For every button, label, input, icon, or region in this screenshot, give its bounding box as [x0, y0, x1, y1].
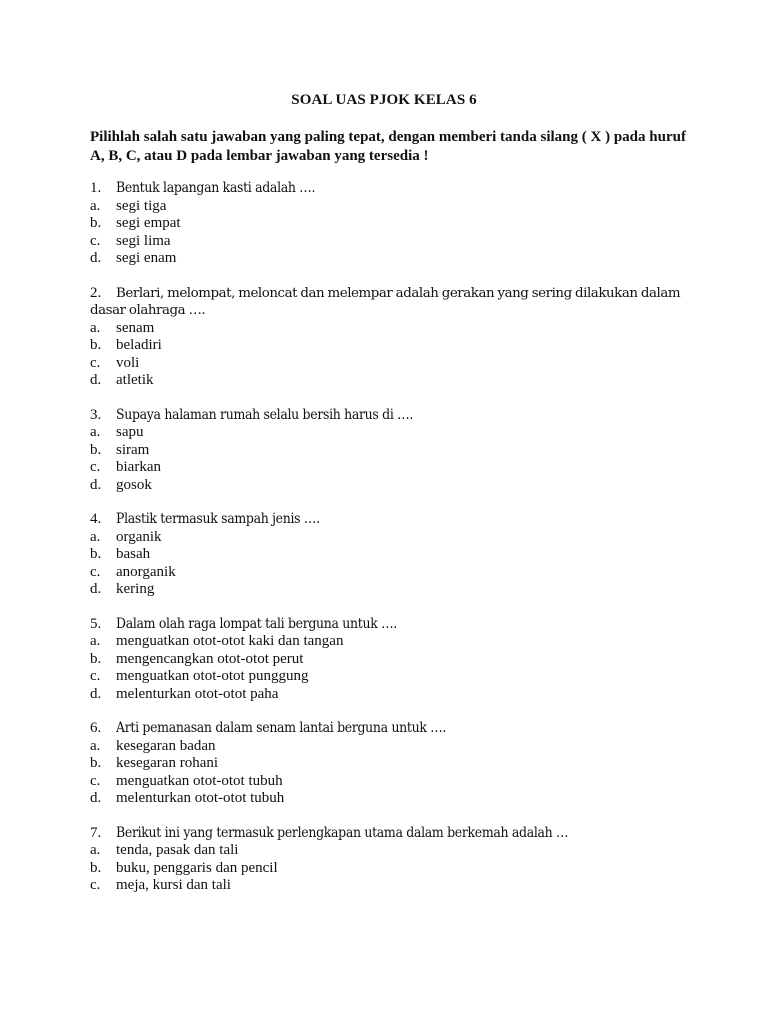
option-letter: a. — [90, 842, 101, 858]
option-d — [90, 686, 705, 704]
option-letter: d. — [90, 685, 102, 702]
question-4 — [90, 511, 705, 599]
question-text: Supaya halaman rumah selalu bersih harus di …. — [116, 406, 414, 423]
option-letter: d. — [90, 250, 102, 266]
option-letter: a. — [90, 737, 101, 754]
option-a — [90, 198, 705, 216]
option-letter: b. — [90, 859, 102, 876]
option-letter: d. — [90, 581, 102, 597]
option-letter: c. — [90, 459, 101, 475]
question-text: Arti pemanasan dalam senam lantai berguna untuk …. — [116, 720, 447, 736]
option-letter: c. — [90, 563, 101, 580]
option-text: segi empat — [116, 215, 181, 231]
question-number: 1. — [90, 180, 102, 196]
option-b — [90, 755, 705, 773]
question-number: 5. — [90, 615, 102, 632]
option-letter: c. — [90, 232, 101, 249]
option-b — [90, 651, 705, 669]
option-text: tenda, pasak dan tali — [116, 842, 239, 858]
option-d — [90, 581, 705, 599]
option-a — [90, 738, 705, 756]
option-text: basah — [116, 546, 151, 562]
option-text: kering — [116, 581, 155, 597]
option-d — [90, 790, 705, 808]
option-c — [90, 773, 705, 791]
option-letter: a. — [90, 424, 101, 440]
option-text: menguatkan otot-otot punggung — [116, 668, 309, 684]
option-letter: b. — [90, 650, 102, 667]
question-text: Bentuk lapangan kasti adalah …. — [116, 180, 316, 196]
option-c — [90, 459, 705, 477]
option-letter: c. — [90, 772, 101, 789]
question-number: 3. — [90, 406, 102, 423]
option-b — [90, 546, 705, 564]
option-a — [90, 424, 705, 442]
option-letter: a. — [90, 319, 101, 336]
question-1 — [90, 180, 705, 268]
option-text: sapu — [116, 424, 144, 440]
question-number: 4. — [90, 511, 102, 527]
option-text: voli — [116, 354, 140, 371]
option-letter: c. — [90, 354, 101, 371]
option-a — [90, 529, 705, 547]
question-text: Berlari, melompat, meloncat dan melempar adalah gerakan yang sering dilakukan dalam dasar olahraga …. — [90, 285, 681, 318]
option-text: meja, kursi dan tali — [116, 877, 231, 893]
option-b — [90, 337, 705, 355]
option-d — [90, 477, 705, 495]
option-d — [90, 250, 705, 268]
option-text: menguatkan otot-otot tubuh — [116, 772, 283, 789]
option-text: kesegaran badan — [116, 737, 216, 754]
option-letter: a. — [90, 197, 101, 214]
question-list — [90, 180, 705, 912]
option-text: gosok — [116, 476, 152, 493]
option-letter: b. — [90, 755, 102, 771]
option-c — [90, 564, 705, 582]
option-text: segi lima — [116, 232, 171, 249]
question-text: Berikut ini yang termasuk perlengkapan utama dalam berkemah adalah … — [116, 824, 569, 841]
option-text: atletik — [116, 372, 154, 388]
option-letter: d. — [90, 372, 102, 388]
option-text: organik — [116, 528, 162, 545]
option-letter: d. — [90, 476, 102, 493]
option-c — [90, 355, 705, 373]
option-text: siram — [116, 441, 150, 458]
option-letter: a. — [90, 633, 101, 649]
option-b — [90, 442, 705, 460]
option-c — [90, 233, 705, 251]
question-text: Dalam olah raga lompat tali berguna untuk …. — [116, 615, 397, 632]
question-3 — [90, 407, 705, 495]
option-a — [90, 320, 705, 338]
option-letter: d. — [90, 790, 102, 806]
instruction-text: Pilihlah salah satu jawaban yang paling tepat, dengan memberi tanda silang ( X ) pada huruf A, B, C, atau D pada lembar jawaban yang tersedia ! — [90, 129, 686, 164]
option-letter: c. — [90, 877, 101, 893]
option-c — [90, 877, 705, 895]
option-text: anorganik — [116, 563, 176, 580]
option-text: kesegaran rohani — [116, 755, 219, 771]
option-text: senam — [116, 319, 155, 336]
question-number: 7. — [90, 824, 102, 841]
option-letter: c. — [90, 668, 101, 684]
option-b — [90, 860, 705, 878]
option-a — [90, 633, 705, 651]
option-text: menguatkan otot-otot kaki dan tangan — [116, 633, 344, 649]
page-title: SOAL UAS PJOK KELAS 6 — [291, 92, 477, 108]
question-2 — [90, 285, 705, 390]
option-letter: b. — [90, 215, 102, 231]
option-text: melenturkan otot-otot tubuh — [116, 790, 285, 806]
question-5 — [90, 616, 705, 704]
option-text: beladiri — [116, 337, 162, 353]
question-7 — [90, 825, 705, 895]
option-a — [90, 842, 705, 860]
option-text: buku, penggaris dan pencil — [116, 859, 278, 876]
option-text: segi enam — [116, 250, 177, 266]
option-letter: a. — [90, 528, 101, 545]
option-letter: b. — [90, 546, 102, 562]
option-c — [90, 668, 705, 686]
option-text: mengencangkan otot-otot perut — [116, 650, 304, 667]
question-line — [90, 285, 705, 320]
option-letter: b. — [90, 441, 102, 458]
option-d — [90, 372, 705, 390]
option-text: biarkan — [116, 459, 161, 475]
option-b — [90, 215, 705, 233]
option-text: segi tiga — [116, 197, 167, 214]
question-number: 6. — [90, 720, 102, 736]
question-text: Plastik termasuk sampah jenis …. — [116, 511, 320, 527]
question-number: 2. — [90, 284, 102, 301]
option-letter: b. — [90, 337, 102, 353]
question-6 — [90, 720, 705, 808]
option-text: melenturkan otot-otot paha — [116, 685, 279, 702]
